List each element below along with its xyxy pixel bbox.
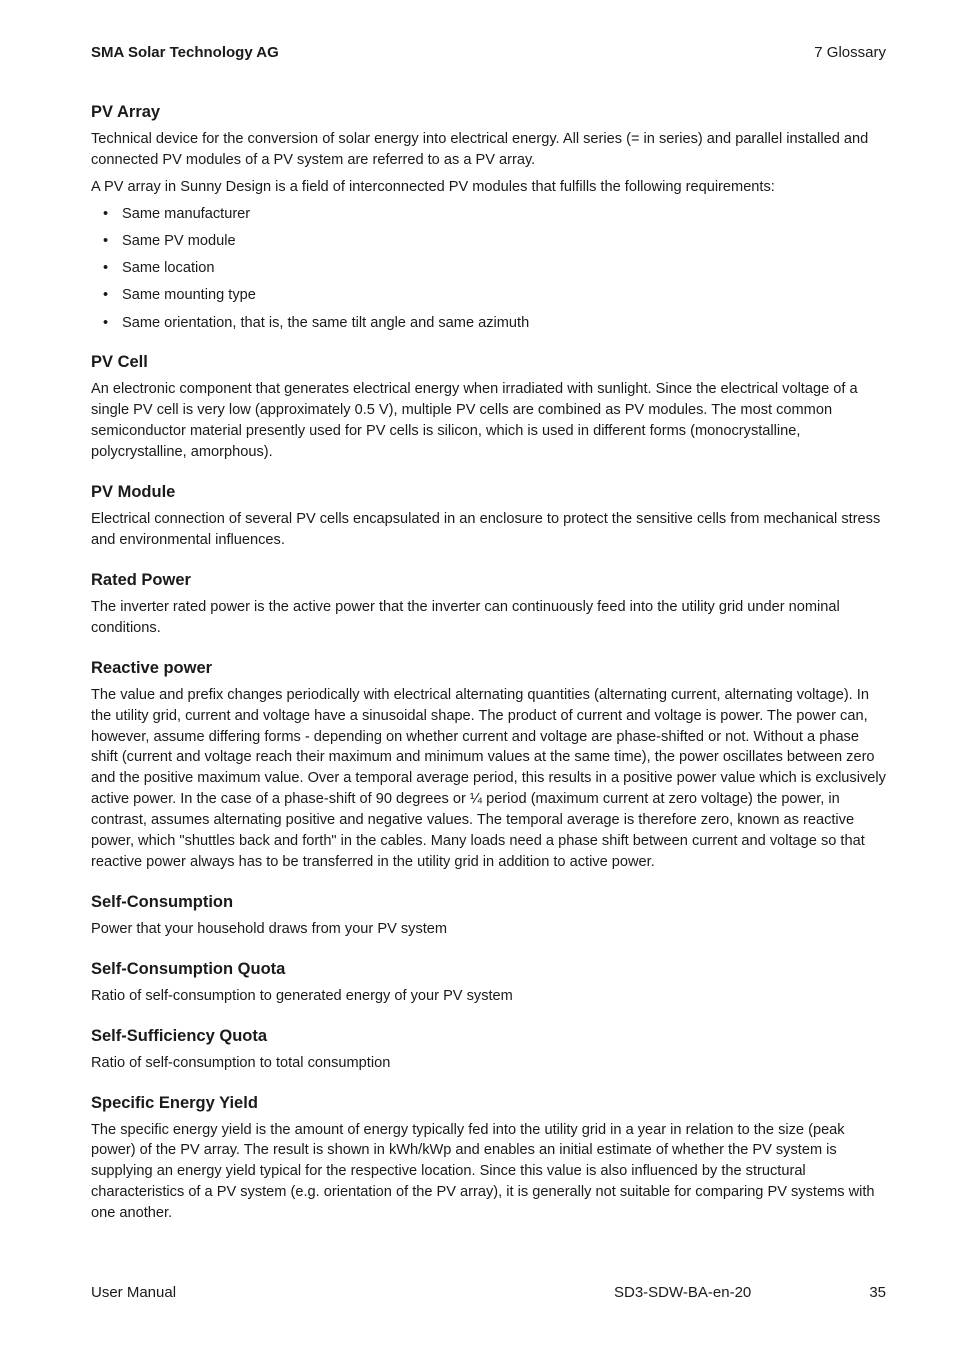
- glossary-term: Self-Consumption Quota: [91, 959, 286, 978]
- glossary-term: PV Cell: [91, 353, 148, 372]
- glossary-entry-reactive-power: [91, 657, 886, 873]
- list-item: • Same location: [91, 258, 886, 279]
- glossary-term: Rated Power: [91, 570, 191, 589]
- glossary-content: [91, 101, 886, 1242]
- glossary-definition: Power that your household draws from your PV system: [91, 920, 448, 937]
- glossary-definition: The value and prefix changes periodically with electrical alternating quantities (alternating current, alternating voltage). In the utility grid, current and voltage have a sinusoidal shape. The product of current and voltage is power. The power can, however, assume differing forms - depending on whether current and voltage are phase-shifted or not. Without a phase shift (current and voltage reach their maximum and minimum values at the same time), the power oscillates between zero and the positive maximum value. Over a temporal average period, this results in a positive power value which is exclusively active power. In the case of a phase-shift of 90 degrees or ¼ period (maximum current at zero voltage) the power, in contrast, assumes alternating positive and negative values. The temporal average is therefore zero, known as reactive power, which "shuttles back and forth" in the cables. Many loads need a phase shift between current and voltage so that reactive power always has to be transferred in the utility grid in addition to active power.: [91, 686, 886, 870]
- list-item: • Same manufacturer: [91, 204, 886, 225]
- glossary-definition: An electronic component that generates electrical energy when irradiated with sunlight. Since the electrical voltage of a single PV cell is very low (approximately 0.5 V), multiple PV cells are combined as PV modules. The most common semiconductor material presently used for PV cells is silicon, which is used in different forms (monocrystalline, polycrystalline, amorphous).: [91, 381, 858, 461]
- list-item: • Same orientation, that is, the same tilt angle and same azimuth: [91, 313, 886, 334]
- page-number: 35: [869, 1284, 886, 1301]
- glossary-definition: Ratio of self-consumption to total consumption: [91, 1054, 391, 1071]
- bullet-icon: •: [103, 287, 109, 304]
- bullet-icon: •: [103, 314, 109, 331]
- glossary-entry-pv-array: [91, 101, 886, 333]
- glossary-entry-pv-module: [91, 481, 886, 551]
- bullet-icon: •: [103, 232, 109, 249]
- glossary-definition: Electrical connection of several PV cells encapsulated in an enclosure to protect the sensitive cells from mechanical stress and environmental influences.: [91, 511, 881, 548]
- glossary-definition: Ratio of self-consumption to generated energy of your PV system: [91, 987, 513, 1004]
- glossary-entry-rated-power: [91, 569, 886, 639]
- glossary-definition: The inverter rated power is the active power that the inverter can continuously feed into the utility grid under nominal conditions.: [91, 598, 840, 636]
- glossary-definition: The specific energy yield is the amount of energy typically fed into the utility grid in a year in relation to the size (peak power) of the PV array. The result is shown in kWh/kWp and enables an initial estimate of whether the PV system is supplying an energy yield typical for the respective location. Since this value is also influenced by the structural characteristics of a PV system (e.g. orientation of the PV array), it is generally not suitable for comparing PV systems with one another.: [91, 1121, 875, 1222]
- glossary-term: PV Module: [91, 483, 176, 502]
- glossary-term: PV Array: [91, 103, 161, 121]
- section-title: 7 Glossary: [814, 44, 886, 61]
- glossary-definition: A PV array in Sunny Design is a field of interconnected PV modules that fulfills the following requirements:: [91, 178, 775, 195]
- list-item: • Same mounting type: [91, 285, 886, 306]
- glossary-entry-self-sufficiency-quota: [91, 1025, 886, 1074]
- glossary-entry-pv-cell: [91, 351, 886, 463]
- glossary-definition: Technical device for the conversion of solar energy into electrical energy. All series (= in series) and parallel installed and connected PV modules of a PV system are referred to as a PV array.: [91, 131, 869, 168]
- bullet-icon: •: [103, 205, 109, 222]
- requirements-list: [91, 204, 886, 334]
- document-id: SD3-SDW-BA-en-20: [614, 1284, 752, 1301]
- company-name: SMA Solar Technology AG: [91, 44, 279, 61]
- document-type: User Manual: [91, 1284, 177, 1301]
- glossary-entry-self-consumption-quota: [91, 958, 886, 1007]
- page-header: [91, 43, 886, 63]
- glossary-entry-self-consumption: [91, 891, 886, 940]
- glossary-term: Self-Sufficiency Quota: [91, 1026, 268, 1045]
- glossary-term: Specific Energy Yield: [91, 1093, 258, 1112]
- glossary-term: Self-Consumption: [91, 892, 234, 911]
- glossary-term: Reactive power: [91, 658, 213, 677]
- bullet-icon: •: [103, 260, 109, 277]
- list-item: • Same PV module: [91, 231, 886, 252]
- glossary-entry-specific-energy-yield: [91, 1092, 886, 1225]
